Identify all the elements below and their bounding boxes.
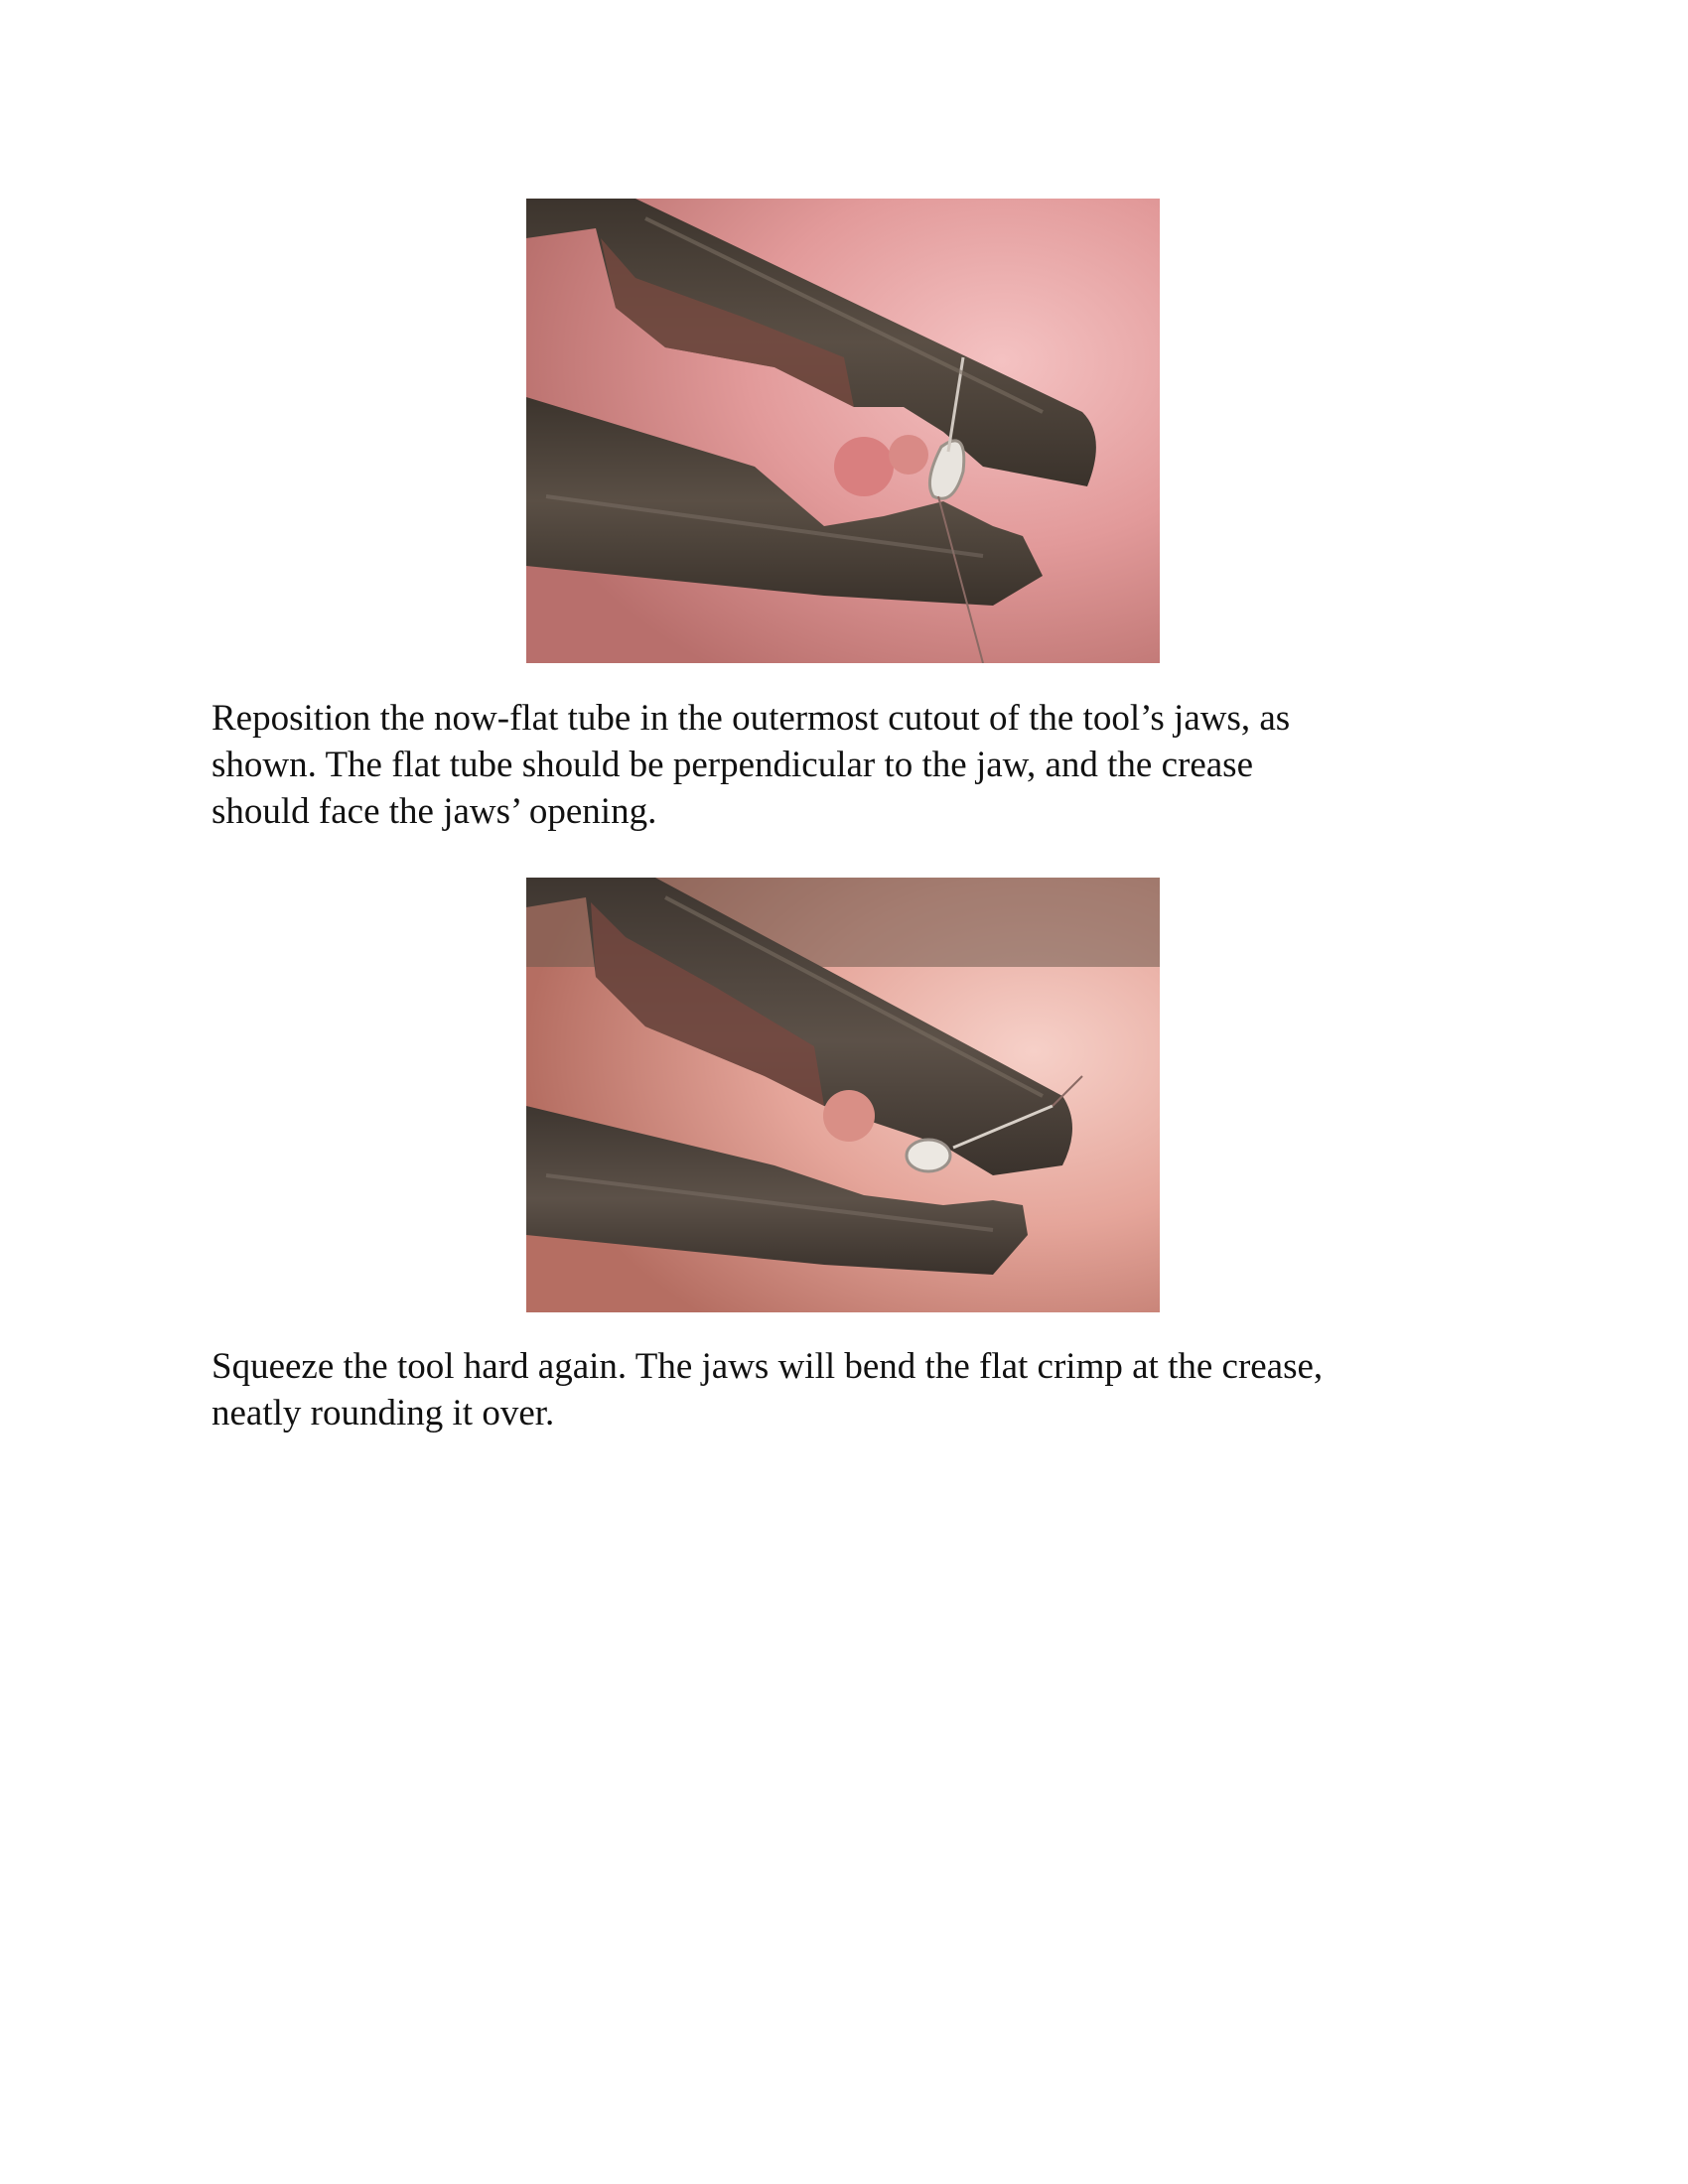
crimping-pliers-icon <box>526 878 1160 1312</box>
pliers-photo-squeeze <box>526 878 1160 1312</box>
crimping-pliers-icon <box>526 199 1160 663</box>
instruction-paragraph-squeeze: Squeeze the tool hard again. The jaws will bend the flat crimp at the crease, neatly rounding it over. <box>211 1346 1324 1433</box>
instruction-paragraph-reposition: Reposition the now-flat tube in the outermost cutout of the tool’s jaws, as shown. The flat tube should be perpendicular to the jaw, and the crease should face the jaws’ opening. <box>211 698 1291 832</box>
pliers-photo-flat-tube <box>526 199 1160 663</box>
